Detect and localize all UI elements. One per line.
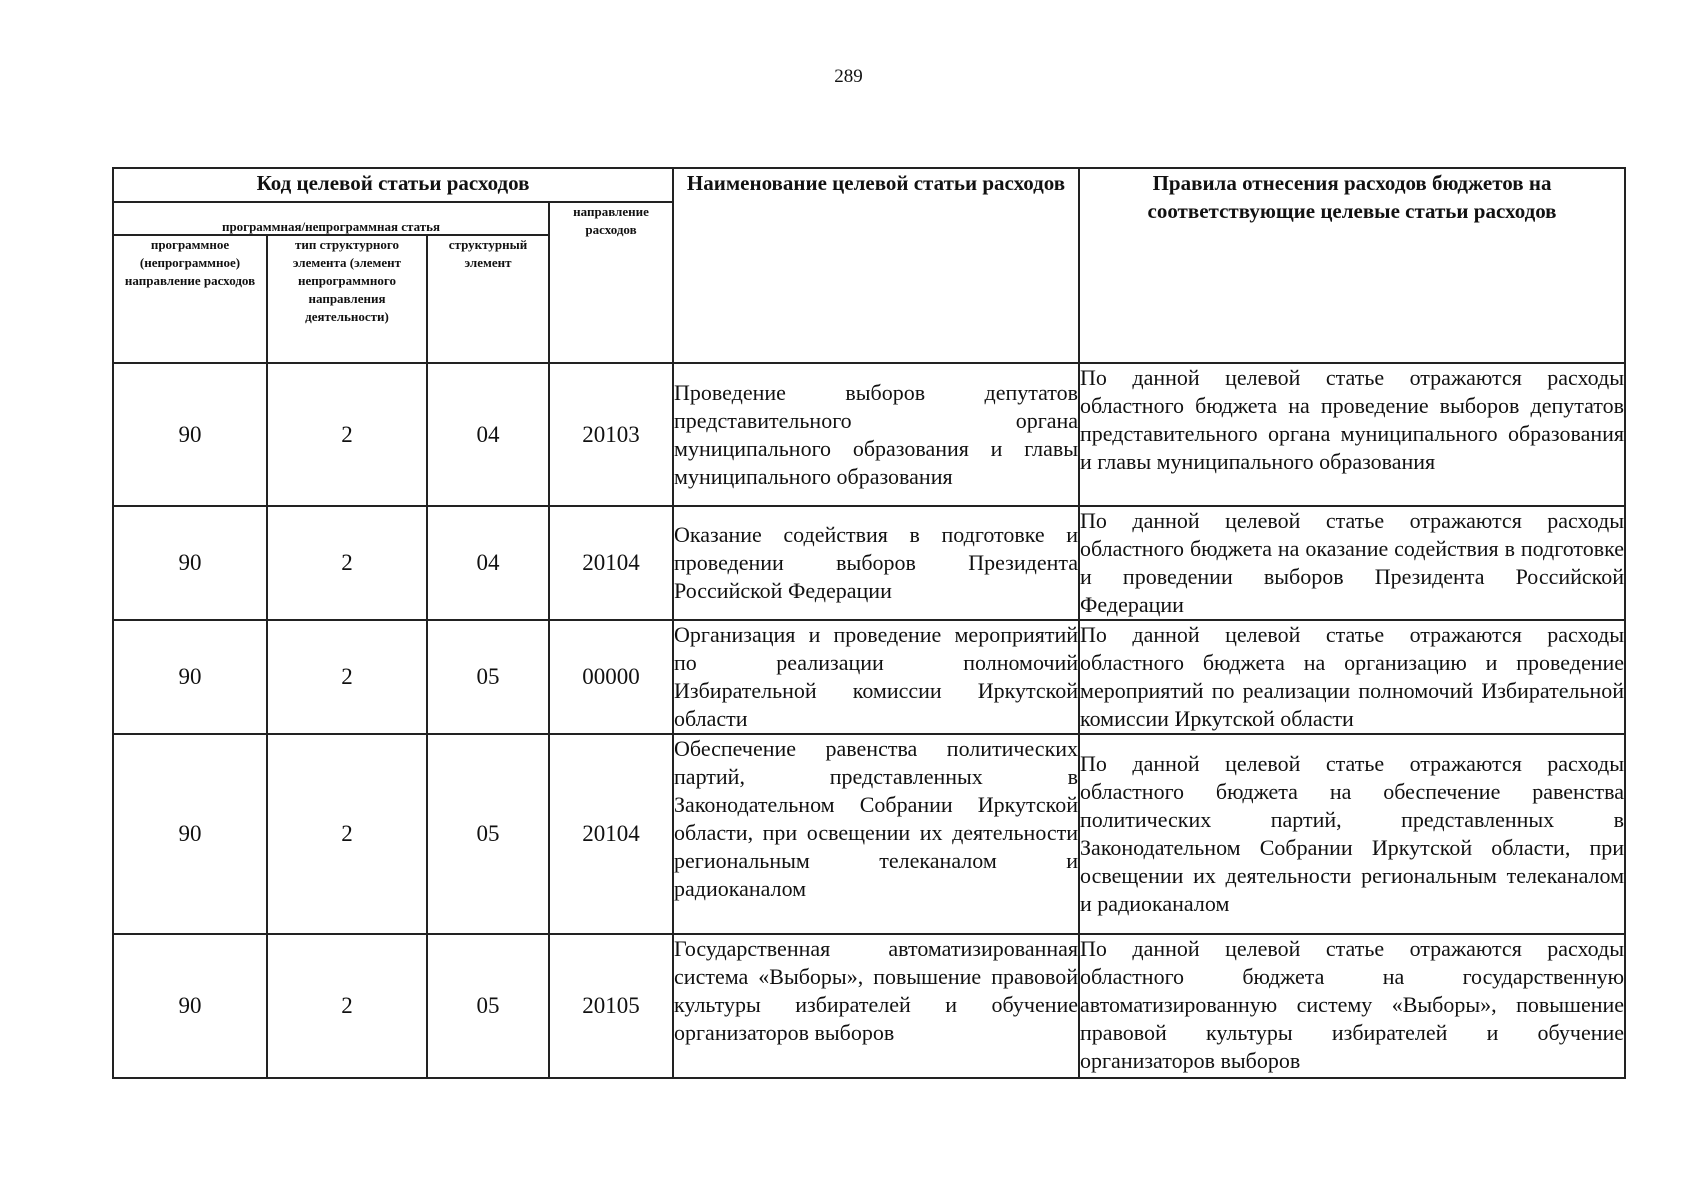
table-header (113, 168, 1625, 363)
article-name: Оказание содействия в подготовке и проведении выборов Президента Российской Федерации (673, 506, 1079, 620)
header-program: программное (непрограммное) направление расходов (113, 235, 267, 363)
header-direction: направление расходов (549, 202, 673, 363)
program-code: 90 (113, 734, 267, 934)
program-code: 90 (113, 506, 267, 620)
header-rules: Правила отнесения расходов бюджетов на соответствующие целевые статьи расходов (1079, 168, 1625, 363)
header-program-group: программная/непрограммная статья (113, 202, 549, 235)
direction-code: 20103 (549, 363, 673, 506)
element-type-code: 2 (267, 620, 427, 734)
element-code: 04 (427, 506, 549, 620)
element-type-code: 2 (267, 363, 427, 506)
article-rule: По данной целевой статье отражаются расходы областного бюджета на обеспечение равенства политических партий, представленных в Законодательном Собрании Иркутской области, при освещении их деятельности региональным телеканалом и радиоканалом (1079, 734, 1625, 934)
target-expense-table (112, 167, 1626, 1079)
direction-code: 00000 (549, 620, 673, 734)
table-row (113, 363, 1625, 506)
table-row (113, 620, 1625, 734)
element-code: 05 (427, 620, 549, 734)
article-name: Государственная автоматизированная система «Выборы», повышение правовой культуры избирателей и обучение организаторов выборов (673, 934, 1079, 1078)
table-row (113, 934, 1625, 1078)
direction-code: 20104 (549, 734, 673, 934)
program-code: 90 (113, 620, 267, 734)
element-type-code: 2 (267, 506, 427, 620)
article-rule: По данной целевой статье отражаются расходы областного бюджета на организацию и проведение мероприятий по реализации полномочий Избирательной комиссии Иркутской области (1079, 620, 1625, 734)
program-code: 90 (113, 363, 267, 506)
article-name: Проведение выборов депутатов представительного органа муниципального образования и главы муниципального образования (673, 363, 1079, 506)
header-code-group: Код целевой статьи расходов (113, 168, 673, 202)
page-number: 289 (834, 66, 863, 87)
table-body (113, 363, 1625, 1078)
element-type-code: 2 (267, 934, 427, 1078)
article-rule: По данной целевой статье отражаются расходы областного бюджета на оказание содействия в подготовке и проведении выборов Президента Российской Федерации (1079, 506, 1625, 620)
article-rule: По данной целевой статье отражаются расходы областного бюджета на проведение выборов депутатов представительного органа муниципального образования и главы муниципального образования (1079, 363, 1625, 506)
header-element: структурный элемент (427, 235, 549, 363)
header-element-type: тип структурного элемента (элемент непрограммного направления деятельности) (267, 235, 427, 363)
element-code: 05 (427, 934, 549, 1078)
direction-code: 20105 (549, 934, 673, 1078)
element-code: 04 (427, 363, 549, 506)
program-code: 90 (113, 934, 267, 1078)
article-name: Организация и проведение мероприятий по реализации полномочий Избирательной комиссии Иркутской области (673, 620, 1079, 734)
header-name: Наименование целевой статьи расходов (673, 168, 1079, 363)
article-rule: По данной целевой статье отражаются расходы областного бюджета на государственную автоматизированную систему «Выборы», повышение правовой культуры избирателей и обучение организаторов выборов (1079, 934, 1625, 1078)
element-type-code: 2 (267, 734, 427, 934)
article-name: Обеспечение равенства политических партий, представленных в Законодательном Собрании Иркутской области, при освещении их деятельности региональным телеканалом и радиоканалом (673, 734, 1079, 934)
direction-code: 20104 (549, 506, 673, 620)
element-code: 05 (427, 734, 549, 934)
table-row (113, 506, 1625, 620)
table-row (113, 734, 1625, 934)
